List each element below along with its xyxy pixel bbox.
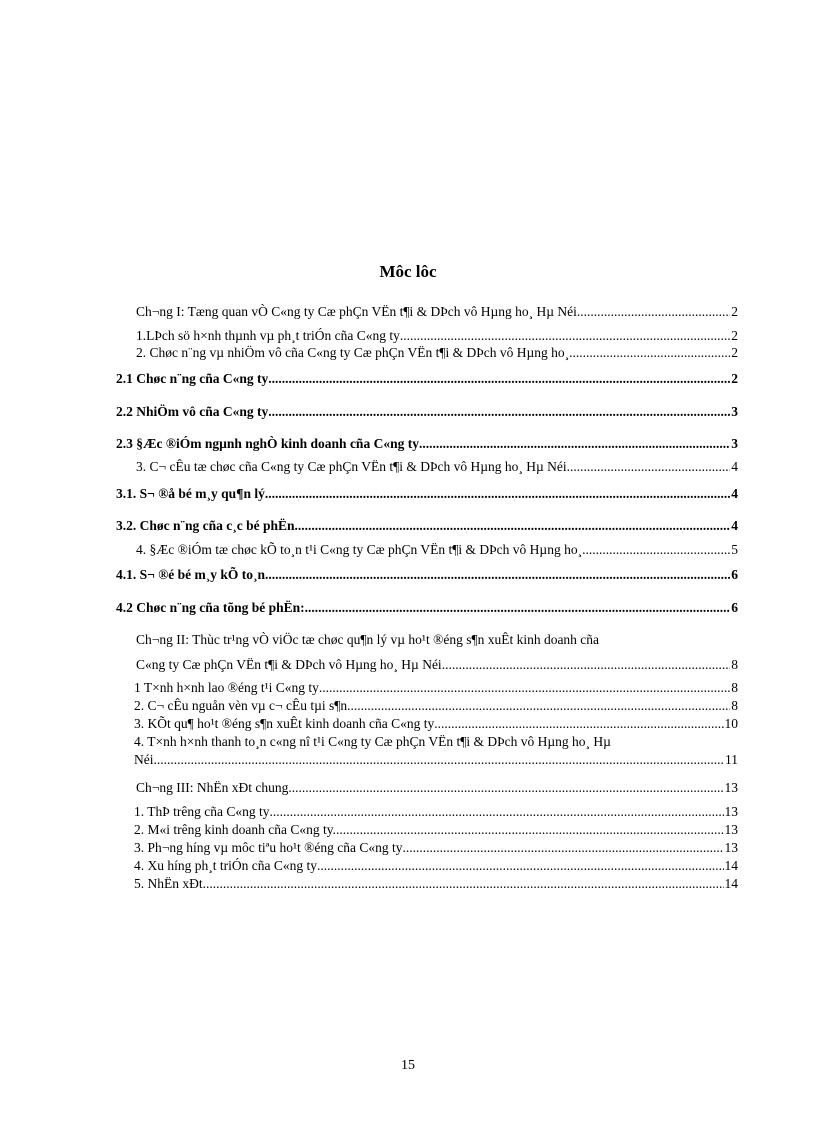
toc-entry-iii-5[interactable] bbox=[134, 876, 738, 892]
toc-leader-dots bbox=[268, 371, 730, 387]
toc-entry-2-3[interactable] bbox=[116, 436, 738, 452]
toc-leader-dots bbox=[270, 804, 724, 820]
toc-entry-page: 8 bbox=[731, 657, 738, 672]
toc-leader-dots bbox=[400, 328, 730, 344]
toc-entry-text: 2. C¬ cÊu nguån vèn vµ c¬ cÊu tµi s¶n bbox=[134, 698, 348, 713]
toc-leader-dots bbox=[288, 780, 723, 796]
toc-leader-dots bbox=[317, 858, 724, 874]
toc-entry-ii-4-line1[interactable]: 4. T×nh h×nh thanh to¸n c«ng nî t¹i C«ng ty Cæ phÇn VËn t¶i & DÞch vô Hµng ho¸ Hµ bbox=[134, 734, 611, 749]
toc-entry-page: 3 bbox=[731, 436, 738, 451]
toc-entry-page: 4 bbox=[731, 518, 738, 533]
toc-entry-text: 4. Xu híng ph¸t triÓn cña C«ng ty bbox=[134, 858, 317, 873]
toc-leader-dots bbox=[265, 567, 730, 583]
toc-leader-dots bbox=[569, 345, 730, 361]
toc-leader-dots bbox=[403, 840, 724, 856]
toc-entry-text: 2.3 §Æc ®iÓm ngµnh nghÒ kinh doanh cña C«ng ty bbox=[116, 436, 419, 451]
toc-leader-dots bbox=[295, 518, 731, 534]
toc-entry-text: 3. Ph¬ng híng vµ môc tiªu ho¹t ®éng cña C«ng ty bbox=[134, 840, 403, 855]
toc-entry-page: 13 bbox=[724, 822, 738, 837]
toc-entry-page: 14 bbox=[724, 876, 738, 891]
toc-entry-page: 2 bbox=[731, 304, 738, 319]
toc-entry-4[interactable] bbox=[136, 542, 738, 558]
toc-entry-page: 13 bbox=[724, 804, 738, 819]
toc-leader-dots bbox=[442, 657, 731, 673]
toc-entry-3-1[interactable] bbox=[116, 486, 738, 502]
toc-leader-dots bbox=[582, 542, 730, 558]
toc-leader-dots bbox=[265, 486, 730, 502]
toc-entry-ii-3[interactable] bbox=[134, 716, 738, 732]
toc-entry-chapter-2-line1[interactable]: Ch¬ng II: Thùc tr¹ng vÒ viÖc tæ chøc qu¶n lý vµ ho¹t ®éng s¶n xuÊt kinh doanh cña bbox=[136, 632, 600, 647]
toc-entry-chapter-3[interactable] bbox=[136, 780, 738, 796]
toc-entry-page: 2 bbox=[731, 345, 738, 360]
toc-entry-text: 3. KÕt qu¶ ho¹t ®éng s¶n xuÊt kinh doanh cña C«ng ty bbox=[134, 716, 435, 731]
toc-leader-dots bbox=[419, 436, 730, 452]
toc-leader-dots bbox=[268, 404, 730, 420]
toc-leader-dots bbox=[203, 876, 724, 892]
toc-entry-ii-1[interactable] bbox=[134, 680, 738, 696]
toc-entry-3[interactable] bbox=[136, 459, 738, 475]
toc-entry-page: 11 bbox=[725, 752, 738, 767]
toc-entry-text: 4.1. S¬ ®é bé m¸y kÕ to¸n bbox=[116, 567, 266, 582]
page-number: 15 bbox=[401, 1058, 415, 1073]
toc-leader-dots bbox=[577, 304, 730, 320]
toc-entry-1[interactable] bbox=[136, 328, 738, 344]
toc-leader-dots bbox=[319, 680, 730, 696]
toc-entry-text: 2. M«i trêng kinh doanh cña C«ng ty. bbox=[134, 822, 336, 837]
toc-entry-3-2[interactable] bbox=[116, 518, 738, 534]
toc-entry-page: 3 bbox=[731, 404, 738, 419]
toc-entry-page: 8 bbox=[731, 680, 738, 695]
toc-entry-page: 8 bbox=[731, 698, 738, 713]
toc-entry-text: 5. NhËn xÐt bbox=[134, 876, 203, 891]
toc-entry-2-2[interactable] bbox=[116, 404, 738, 420]
toc-entry-text: 3.1. S¬ ®å bé m¸y qu¶n lý bbox=[116, 486, 265, 501]
toc-entry-page: 4 bbox=[731, 486, 738, 501]
toc-entry-iii-1[interactable] bbox=[134, 804, 738, 820]
toc-leader-dots bbox=[347, 698, 730, 714]
toc-entry-text: 4.2 Chøc n¨ng cña tõng bé phËn: bbox=[116, 600, 305, 615]
toc-entry-page: 6 bbox=[731, 600, 738, 615]
toc-entry-page: 10 bbox=[724, 716, 738, 731]
toc-entry-text: 1. ThÞ trêng cña C«ng ty bbox=[134, 804, 270, 819]
toc-entry-2[interactable] bbox=[136, 345, 738, 361]
toc-entry-iii-2[interactable] bbox=[134, 822, 738, 838]
toc-leader-dots bbox=[434, 716, 723, 732]
toc-entry-page: 13 bbox=[724, 840, 738, 855]
toc-entry-text: 2.2 NhiÖm vô cña C«ng ty bbox=[116, 404, 269, 419]
toc-entry-text: Ch¬ng I: Tæng quan vÒ C«ng ty Cæ phÇn VËn t¶i & DÞch vô Hµng ho¸ Hµ Néi bbox=[136, 304, 577, 319]
toc-leader-dots bbox=[336, 822, 724, 838]
toc-leader-dots bbox=[154, 752, 725, 768]
toc-entry-chapter-2[interactable] bbox=[136, 657, 738, 673]
toc-entry-text: 2. Chøc n¨ng vµ nhiÖm vô cña C«ng ty Cæ phÇn VËn t¶i & DÞch vô Hµng ho¸ bbox=[136, 345, 570, 360]
toc-entry-page: 2 bbox=[731, 328, 738, 343]
toc-entry-4-1[interactable] bbox=[116, 567, 738, 583]
toc-leader-dots bbox=[567, 459, 731, 475]
toc-entry-chapter-1[interactable] bbox=[136, 304, 738, 320]
toc-entry-text: 2.1 Chøc n¨ng cña C«ng ty bbox=[116, 371, 269, 386]
toc-entry-text: 1.LÞch sö h×nh thµnh vµ ph¸t triÓn cña C«ng ty bbox=[136, 328, 400, 343]
toc-entry-page: 13 bbox=[724, 780, 738, 795]
toc-entry-page: 6 bbox=[731, 567, 738, 582]
toc-entry-4-2[interactable] bbox=[116, 600, 738, 616]
toc-entry-text: 3. C¬ cÊu tæ chøc cña C«ng ty Cæ phÇn VËn t¶i & DÞch vô Hµng ho¸ Hµ Néi bbox=[136, 459, 567, 474]
toc-entry-text: 3.2. Chøc n¨ng cña c¸c bé phËn bbox=[116, 518, 295, 533]
toc-entry-text: Ch¬ng III: NhËn xÐt chung bbox=[136, 780, 289, 795]
toc-entry-page: 2 bbox=[731, 371, 738, 386]
toc-leader-dots bbox=[305, 600, 731, 616]
toc-entry-text: 1 T×nh h×nh lao ®éng t¹i C«ng ty bbox=[134, 680, 319, 695]
toc-entry-page: 4 bbox=[731, 459, 738, 474]
toc-entry-text: C«ng ty Cæ phÇn VËn t¶i & DÞch vô Hµng ho¸ Hµ Néi bbox=[136, 657, 442, 672]
toc-entry-page: 14 bbox=[724, 858, 738, 873]
page-title: Môc lôc bbox=[379, 262, 437, 281]
toc-entry-ii-4[interactable] bbox=[134, 752, 738, 768]
toc-entry-iii-3[interactable] bbox=[134, 840, 738, 856]
toc-entry-text: 4. §Æc ®iÓm tæ chøc kÕ to¸n t¹i C«ng ty Cæ phÇn VËn t¶i & DÞch vô Hµng ho¸ bbox=[136, 542, 583, 557]
toc-entry-2-1[interactable] bbox=[116, 371, 738, 387]
toc-entry-page: 5 bbox=[731, 542, 738, 557]
toc-entry-iii-4[interactable] bbox=[134, 858, 738, 874]
toc-entry-ii-2[interactable] bbox=[134, 698, 738, 714]
toc-entry-text: Néi bbox=[134, 752, 154, 767]
